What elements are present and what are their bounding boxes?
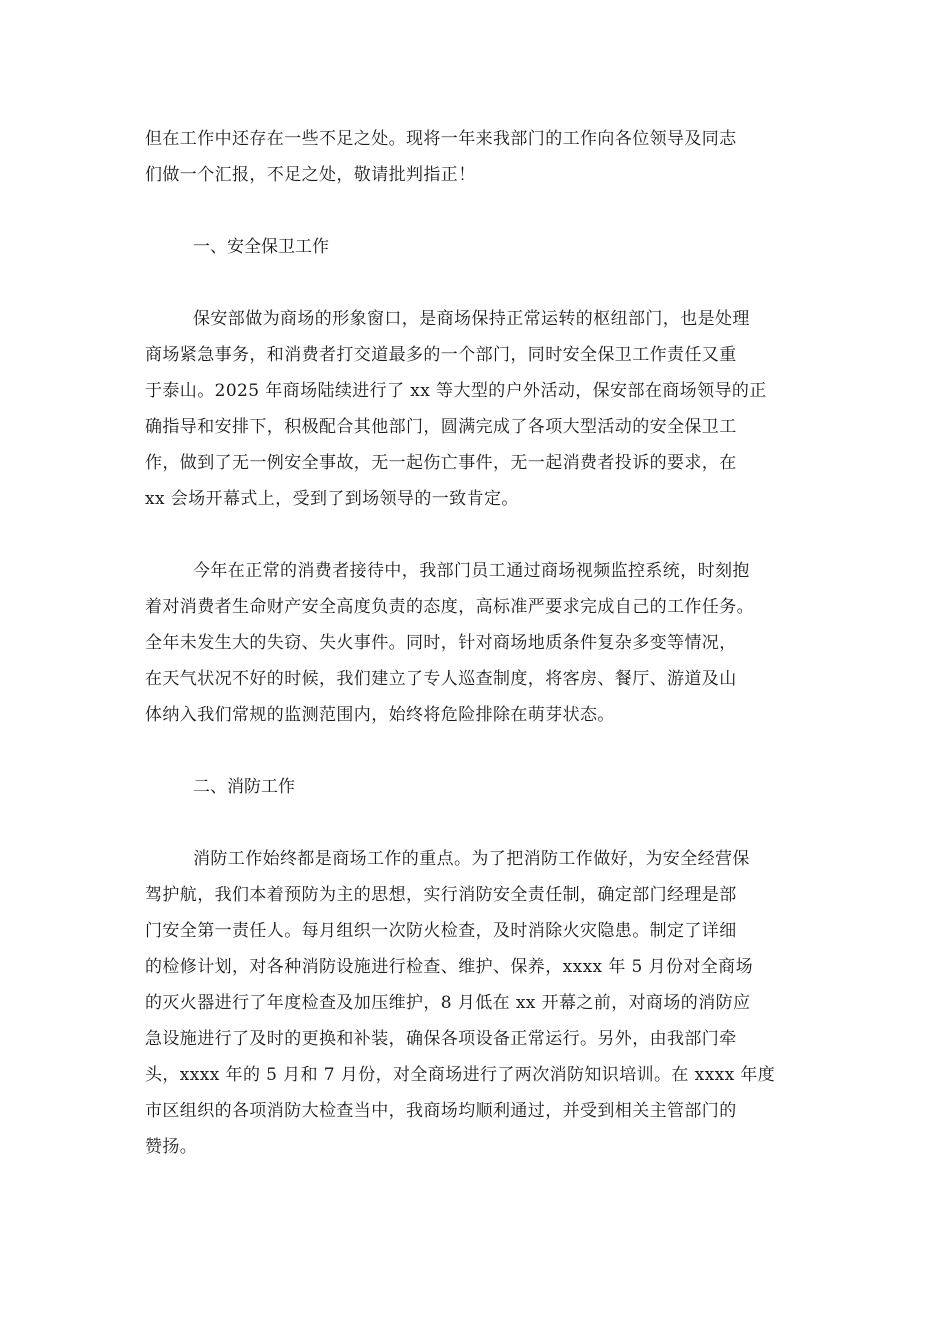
text-line: 着对消费者生命财产安全高度负责的态度，高标准严要求完成自己的工作任务。 xyxy=(145,597,754,617)
text-line: 商场紧急事务，和消费者打交道最多的一个部门，同时安全保卫工作责任又重 xyxy=(145,345,737,365)
text-line: xx 会场开幕式上，受到了到场领导的一致肯定。 xyxy=(145,489,519,509)
fire-paragraph-1 xyxy=(145,841,805,1165)
intro-paragraph xyxy=(145,121,805,193)
text-line: 但在工作中还存在一些不足之处。现将一年来我部门的工作向各位领导及同志 xyxy=(145,129,737,149)
text-line: 消防工作始终都是商场工作的重点。为了把消防工作做好，为安全经营保 xyxy=(193,849,750,869)
document-body xyxy=(145,121,805,1165)
text-line: 驾护航，我们本着预防为主的思想，实行消防安全责任制，确定部门经理是部 xyxy=(145,885,737,905)
text-line: 头，xxxx 年的 5 月和 7 月份，对全商场进行了两次消防知识培训。在 xxxx 年度 xyxy=(145,1065,776,1085)
text-line: 赞扬。 xyxy=(145,1137,198,1157)
text-line: 作，做到了无一例安全事故，无一起伤亡事件，无一起消费者投诉的要求，在 xyxy=(145,453,737,473)
text-line: 体纳入我们常规的监测范围内，始终将危险排除在萌芽状态。 xyxy=(145,705,615,725)
text-line: 全年未发生大的失窃、失火事件。同时，针对商场地质条件复杂多变等情况， xyxy=(145,633,737,653)
text-line: 们做一个汇报，不足之处，敬请批判指正！ xyxy=(145,165,476,185)
section-heading-fire: 二、消防工作 xyxy=(193,777,295,797)
text-line: 的灭火器进行了年度检查及加压维护，8 月低在 xx 开幕之前，对商场的消防应 xyxy=(145,993,751,1013)
text-line: 今年在正常的消费者接待中，我部门员工通过商场视频监控系统，时刻抱 xyxy=(193,561,750,581)
security-paragraph-1 xyxy=(145,301,805,517)
text-line: 在天气状况不好的时候，我们建立了专人巡查制度，将客房、餐厅、游道及山 xyxy=(145,669,737,689)
text-line: 急设施进行了及时的更换和补装，确保各项设备正常运行。另外，由我部门牵 xyxy=(145,1029,737,1049)
text-line: 市区组织的各项消防大检查当中，我商场均顺利通过，并受到相关主管部门的 xyxy=(145,1101,737,1121)
text-line: 门安全第一责任人。每月组织一次防火检查，及时消除火灾隐患。制定了详细 xyxy=(145,921,737,941)
text-line: 的检修计划，对各种消防设施进行检查、维护、保养，xxxx 年 5 月份对全商场 xyxy=(145,957,753,977)
text-line: 保安部做为商场的形象窗口，是商场保持正常运转的枢纽部门，也是处理 xyxy=(193,309,750,329)
text-line: 确指导和安排下，积极配合其他部门，圆满完成了各项大型活动的安全保卫工 xyxy=(145,417,737,437)
security-paragraph-2 xyxy=(145,553,805,733)
section-heading-security: 一、安全保卫工作 xyxy=(193,237,329,257)
text-line: 于泰山。2025 年商场陆续进行了 xx 等大型的户外活动，保安部在商场领导的正 xyxy=(145,381,767,401)
